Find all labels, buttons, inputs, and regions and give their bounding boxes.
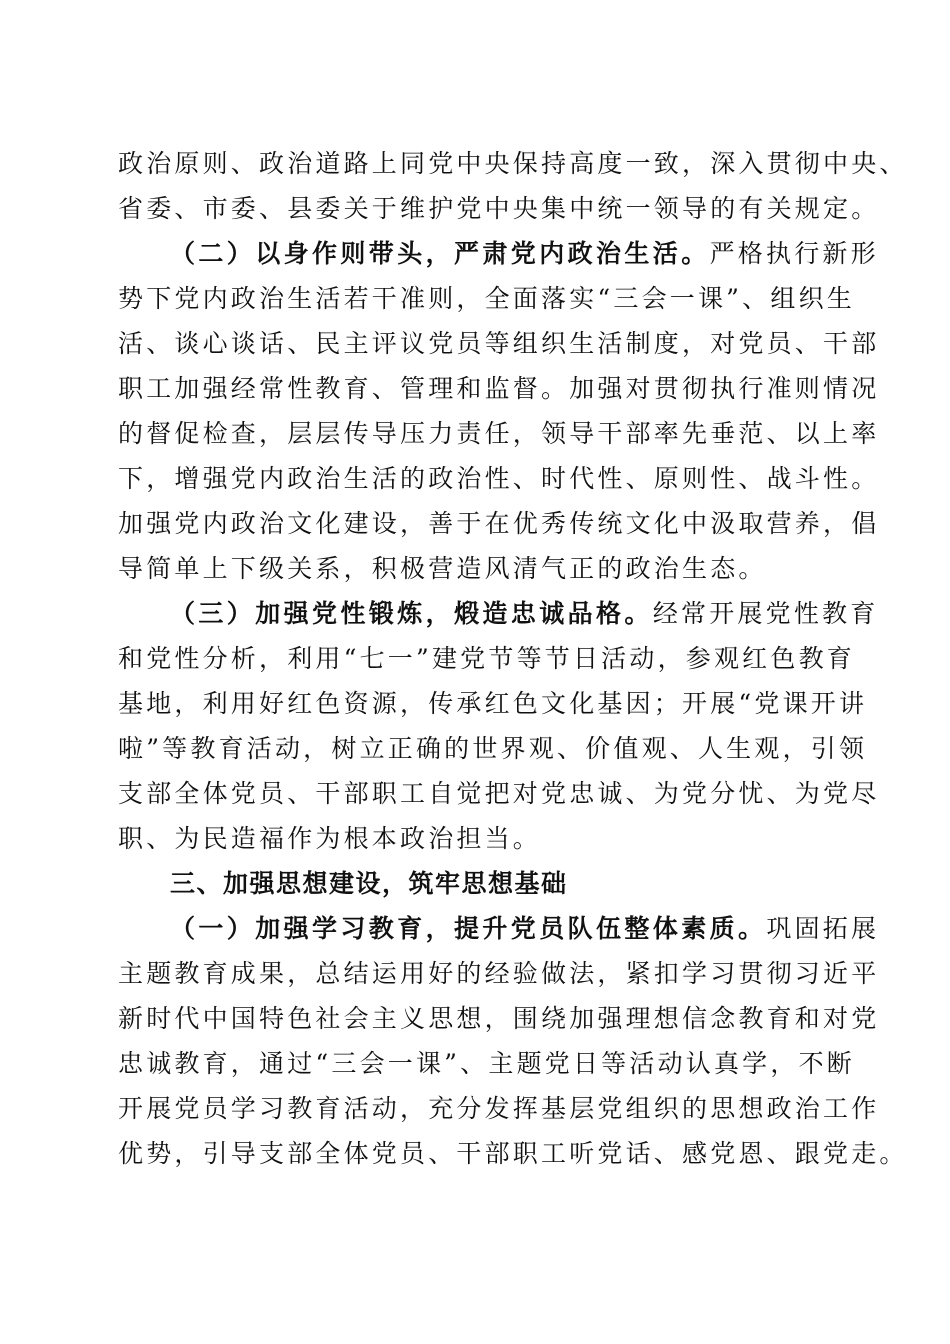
paragraph-3-line-1 [170, 592, 878, 636]
paragraph-4-line-3: 新时代中国特色社会主义思想，围绕加强理想信念教育和对党 [118, 1004, 880, 1033]
paragraph-2-line-1 [170, 232, 879, 276]
paragraph-2-line-6: 下，增强党内政治生活的政治性、时代性、原则性、战斗性。 [118, 464, 880, 493]
paragraph-2-line-5: 的督促检查，层层传导压力责任，领导干部率先垂范、以上率 [118, 419, 880, 448]
paragraph-2-line-2: 势下党内政治生活若干准则，全面落实“三会一课”、组织生 [118, 284, 855, 313]
paragraph-3-line-3: 基地，利用好红色资源，传承红色文化基因；开展“党课开讲 [118, 689, 868, 718]
paragraph-3-line-1-rest: 经常开展党性教育 [652, 599, 879, 628]
paragraph-2-line-4: 职工加强经常性教育、管理和监督。加强对贯彻执行准则情况 [118, 374, 880, 403]
paragraph-2-line-8: 导简单上下级关系，积极营造风清气正的政治生态。 [118, 554, 767, 583]
paragraph-4-line-2: 主题教育成果，总结运用好的经验做法，紧扣学习贯彻习近平 [118, 959, 880, 988]
paragraph-1-line-2: 省委、市委、县委关于维护党中央集中统一领导的有关规定。 [118, 194, 880, 223]
paragraph-3-line-4: 啦”等教育活动，树立正确的世界观、价值观、人生观，引领 [118, 734, 868, 763]
paragraph-2-line-7: 加强党内政治文化建设，善于在优秀传统文化中汲取营养，倡 [118, 509, 880, 538]
paragraph-3-line-5: 支部全体党员、干部职工自觉把对党忠诚、为党分忧、为党尽 [118, 779, 880, 808]
paragraph-4-line-1 [170, 907, 879, 951]
paragraph-2-lead: （二）以身作则带头，严肃党内政治生活。 [170, 239, 710, 268]
paragraph-4-line-6: 优势，引导支部全体党员、干部职工听党话、感党恩、跟党走。 [118, 1139, 908, 1168]
paragraph-4-lead: （一）加强学习教育，提升党员队伍整体素质。 [170, 914, 767, 943]
paragraph-4-line-4: 忠诚教育，通过“三会一课”、主题党日等活动认真学，不断 [118, 1049, 855, 1078]
paragraph-4-line-1-rest: 巩固拓展 [766, 914, 880, 943]
paragraph-4-line-5: 开展党员学习教育活动，充分发挥基层党组织的思想政治工作 [118, 1094, 880, 1123]
paragraph-1-line-1: 政治原则、政治道路上同党中央保持高度一致，深入贯彻中央、 [118, 149, 908, 178]
paragraph-2-line-3: 活、谈心谈话、民主评议党员等组织生活制度，对党员、干部 [118, 329, 880, 358]
paragraph-3-lead: （三）加强党性锻炼，煅造忠诚品格。 [170, 599, 653, 628]
section-3-heading: 三、加强思想建设，筑牢思想基础 [170, 869, 568, 898]
paragraph-2-line-1-rest: 严格执行新形 [709, 239, 879, 268]
paragraph-3-line-2: 和党性分析，利用“七一”建党节等节日活动，参观红色教育 [118, 644, 855, 673]
paragraph-3-line-6: 职、为民造福作为根本政治担当。 [118, 824, 542, 853]
